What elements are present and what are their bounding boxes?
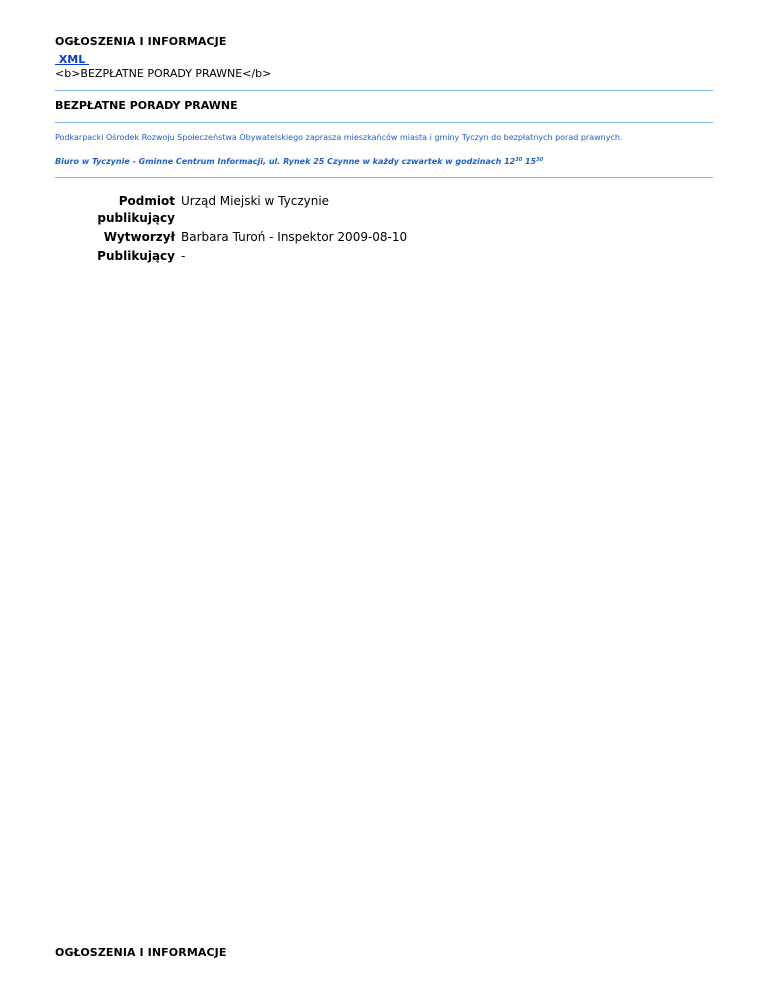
article-intro: Podkarpacki Ośrodek Rozwoju Społeczeństwa Obywatelskiego zaprasza mieszkańców miasta i gminy Tyczyn do bezpłatnych porad prawnych.	[55, 133, 623, 142]
schedule-text: Biuro w Tyczynie - Gminne Centrum Informacji, ul. Rynek 25 Czynne w każdy czwartek w godzinach 12	[55, 157, 516, 166]
article-schedule	[55, 157, 543, 166]
metadata-value: -	[181, 249, 186, 263]
divider	[55, 177, 713, 178]
metadata-value: Barbara Turoń - Inspektor 2009-08-10	[181, 230, 408, 244]
xml-link[interactable]: XML	[55, 53, 90, 66]
metadata-value: Urząd Miejski w Tyczynie	[181, 194, 330, 208]
metadata-table	[55, 193, 407, 267]
section-title: OGŁOSZENIA I INFORMACJE	[55, 35, 227, 48]
schedule-time-end: 15	[522, 157, 537, 166]
metadata-row	[55, 229, 407, 248]
metadata-key: Publikujący	[97, 249, 175, 263]
schedule-minutes-end: 30	[536, 157, 544, 163]
metadata-row	[55, 248, 407, 267]
divider	[55, 90, 713, 91]
metadata-key: Wytworzył	[103, 230, 175, 244]
footer-section-title: OGŁOSZENIA I INFORMACJE	[55, 946, 227, 959]
metadata-row	[55, 193, 407, 229]
divider	[55, 122, 713, 123]
schedule-minutes-start: 30	[515, 157, 523, 163]
article-title: BEZPŁATNE PORADY PRAWNE	[55, 99, 238, 112]
metadata-key: Podmiot publikujący	[97, 194, 175, 225]
raw-article-title: <b>BEZPŁATNE PORADY PRAWNE</b>	[55, 67, 272, 80]
